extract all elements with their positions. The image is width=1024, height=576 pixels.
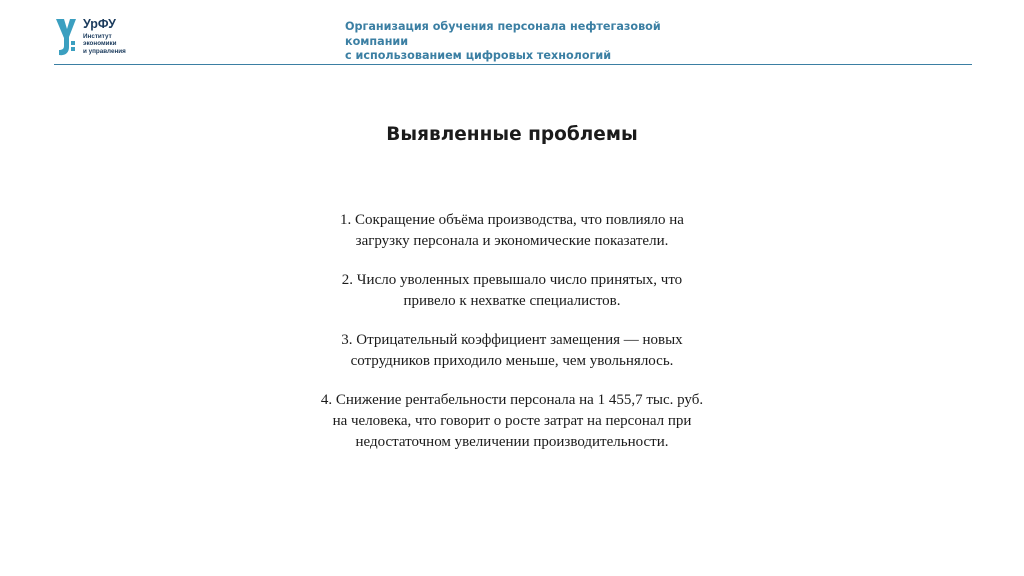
problem-item bbox=[212, 330, 812, 372]
presentation-title bbox=[345, 20, 705, 64]
problem-item bbox=[212, 270, 812, 312]
problem-line: привело к нехватке специалистов. bbox=[403, 293, 621, 309]
problem-line: 3. Отрицательный коэффициент замещения — новых bbox=[341, 332, 683, 348]
problem-line: недостаточном увеличении производительности. bbox=[355, 434, 669, 450]
urfu-logo bbox=[54, 17, 164, 61]
urfu-emblem-icon bbox=[54, 17, 78, 57]
problem-line: на человека, что говорит о росте затрат на персонал при bbox=[332, 413, 692, 429]
problem-item bbox=[212, 390, 812, 453]
problem-line: 4. Снижение рентабельности персонала на 1 455,7 тыс. руб. bbox=[320, 392, 704, 408]
presentation-title-line: компании bbox=[345, 34, 409, 48]
header-divider bbox=[54, 64, 972, 65]
slide-title: Выявленные проблемы bbox=[386, 124, 638, 145]
problem-line: загрузку персонала и экономические показатели. bbox=[355, 233, 669, 249]
problem-list bbox=[212, 210, 812, 471]
presentation-title-line: Организация обучения персонала нефтегазовой bbox=[345, 20, 661, 33]
problem-line: сотрудников приходило меньше, чем увольнялось. bbox=[350, 353, 674, 369]
logo-subtitle bbox=[83, 33, 126, 55]
logo-subtitle-line: и управления bbox=[83, 47, 126, 55]
logo-brand-text: УрФУ bbox=[83, 17, 116, 31]
problem-line: 1. Сокращение объёма производства, что повлияло на bbox=[340, 212, 684, 228]
problem-line: 2. Число уволенных превышало число принятых, что bbox=[341, 272, 683, 288]
problem-item bbox=[212, 210, 812, 252]
presentation-title-line: с использованием цифровых технологий bbox=[345, 49, 612, 62]
logo-subtitle-line: экономики bbox=[83, 40, 117, 48]
logo-subtitle-line: Институт bbox=[83, 33, 112, 40]
